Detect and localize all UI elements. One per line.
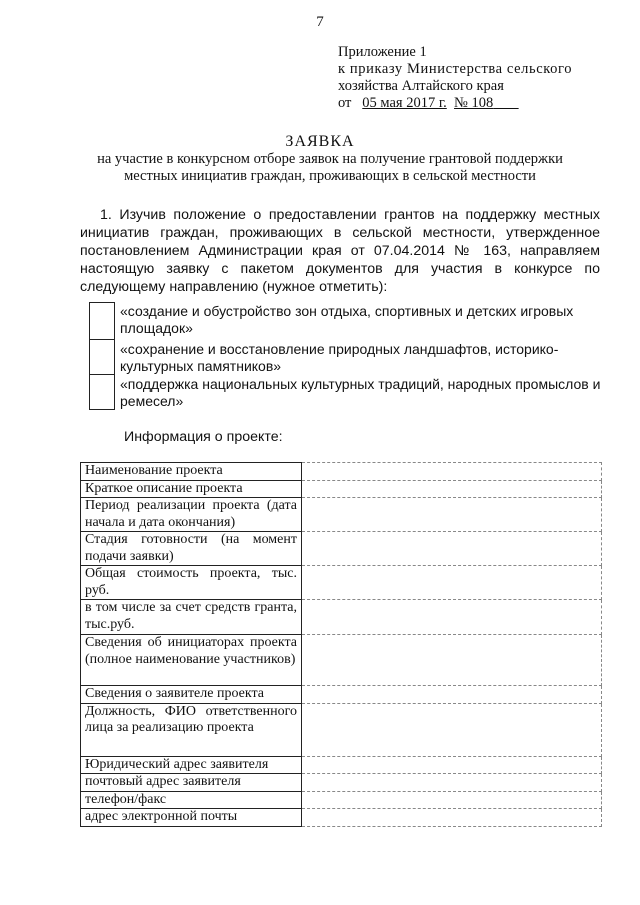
- appendix-line-3: хозяйства Алтайского края: [338, 78, 504, 94]
- info-heading: Информация о проекте:: [124, 429, 283, 445]
- row-value[interactable]: [302, 498, 602, 532]
- row-value[interactable]: [302, 532, 602, 566]
- row-label: Должность, ФИО ответственного лица за реализацию проекта: [81, 703, 302, 756]
- appendix-line-4: [338, 95, 572, 112]
- row-value[interactable]: [302, 686, 602, 704]
- intro-paragraph: 1. Изучив положение о предоставлении грантов на поддержку местных инициатив граждан, проживающих в сельской местности, утвержденное постановлением Администрации края от 07.04.2014 № 163, направляем настоящую заявку с пакетом документов для участия в конкурсе по следующему направлению (нужное отметить):: [80, 207, 600, 295]
- table-row: [81, 498, 602, 532]
- row-value[interactable]: [302, 566, 602, 600]
- option-checkbox-3[interactable]: [89, 374, 115, 410]
- row-value[interactable]: [302, 809, 602, 827]
- option-label-1: «создание и обустройство зон отдыха, спортивных и детских игровых площадок»: [120, 303, 574, 336]
- project-info-table: [80, 462, 602, 827]
- row-label: Сведения об инициаторах проекта (полное наименование участников): [81, 635, 302, 686]
- row-label: Краткое описание проекта: [81, 480, 302, 498]
- appendix-line-1: Приложение 1: [338, 44, 427, 60]
- row-value[interactable]: [302, 791, 602, 809]
- row-value[interactable]: [302, 600, 602, 635]
- document-subtitle: на участие в конкурсном отборе заявок на получение грантовой поддержки местных инициатив граждан, проживающих в сельской местности: [97, 151, 563, 184]
- table-row: [81, 635, 602, 686]
- row-value[interactable]: [302, 703, 602, 756]
- row-value[interactable]: [302, 756, 602, 774]
- row-value[interactable]: [302, 480, 602, 498]
- row-label: почтовый адрес заявителя: [81, 774, 302, 792]
- appendix-number: № 108: [454, 95, 494, 111]
- table-row: [81, 703, 602, 756]
- appendix-date: 05 мая 2017 г.: [362, 95, 447, 111]
- row-label: Общая стоимость проекта, тыс. руб.: [81, 566, 302, 600]
- appendix-date-prefix: от: [338, 95, 352, 111]
- option-checkbox-2[interactable]: [89, 338, 115, 375]
- row-label: адрес электронной почты: [81, 809, 302, 827]
- table-row: [81, 480, 602, 498]
- table-row: [81, 809, 602, 827]
- table-row: [81, 532, 602, 566]
- option-label-2: «сохранение и восстановление природных ландшафтов, историко-культурных памятников»: [120, 341, 559, 374]
- table-row: [81, 791, 602, 809]
- row-label: Сведения о заявителе проекта: [81, 686, 302, 704]
- table-row: [81, 600, 602, 635]
- row-label: в том числе за счет средств гранта, тыс.руб.: [81, 600, 302, 635]
- table-row: [81, 774, 602, 792]
- table-row: [81, 756, 602, 774]
- row-value[interactable]: [302, 774, 602, 792]
- row-label: Наименование проекта: [81, 463, 302, 481]
- row-label: Стадия готовности (на момент подачи заявки): [81, 532, 302, 566]
- table-row: [81, 686, 602, 704]
- row-label: Период реализации проекта (дата начала и дата окончания): [81, 498, 302, 532]
- row-label: Юридический адрес заявителя: [81, 756, 302, 774]
- table-row: [81, 463, 602, 481]
- appendix-block: [338, 44, 572, 112]
- option-checkbox-1[interactable]: [89, 302, 115, 340]
- page-number: 7: [316, 14, 324, 30]
- row-label: телефон/факс: [81, 791, 302, 809]
- row-value[interactable]: [302, 635, 602, 686]
- table-row: [81, 566, 602, 600]
- document-title: ЗАЯВКА: [285, 133, 355, 150]
- option-label-3: «поддержка национальных культурных традиций, народных промыслов и ремесел»: [120, 376, 601, 409]
- row-value[interactable]: [302, 463, 602, 481]
- appendix-line-2: к приказу Министерства сельского: [338, 61, 573, 77]
